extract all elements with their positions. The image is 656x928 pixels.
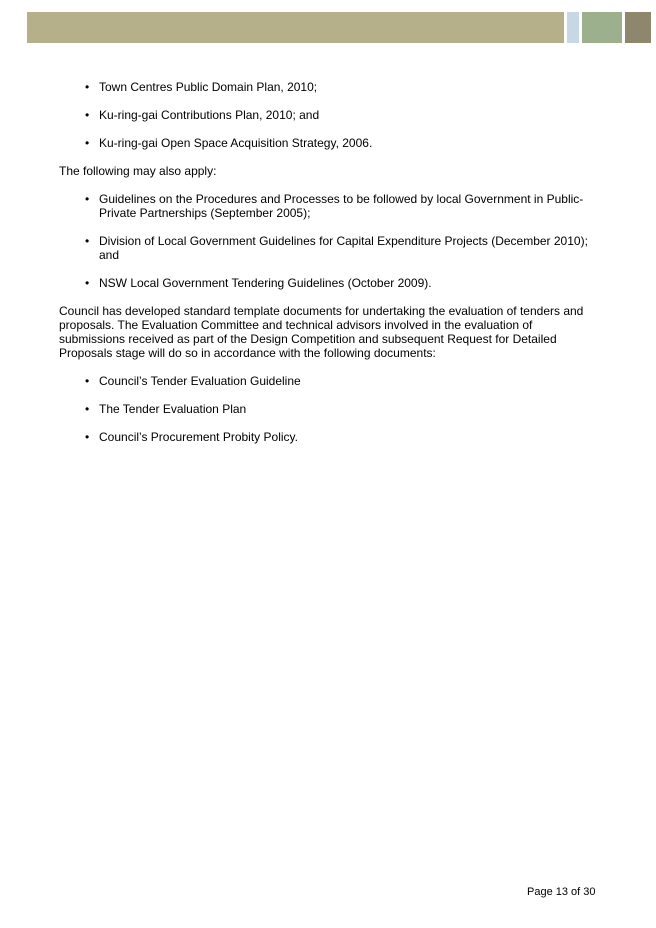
header-bar-accent-green xyxy=(582,12,622,43)
list-item-text: Ku-ring-gai Contributions Plan, 2010; and xyxy=(99,108,320,122)
header-bar-accent-light xyxy=(567,12,579,43)
header-bar-accent-dark xyxy=(625,12,651,43)
list-item xyxy=(59,374,599,388)
bullet-icon: • xyxy=(85,430,90,444)
document-body xyxy=(59,80,599,458)
page-number: Page 13 of 30 xyxy=(527,886,596,898)
list-item-text: Town Centres Public Domain Plan, 2010; xyxy=(99,80,318,94)
list-item-text: Ku-ring-gai Open Space Acquisition Strategy, 2006. xyxy=(99,136,373,150)
list-item xyxy=(59,276,599,290)
bullet-list-plans xyxy=(59,80,599,150)
bullet-list-documents xyxy=(59,374,599,444)
list-item-text: Council’s Procurement Probity Policy. xyxy=(99,430,298,444)
bullet-icon: • xyxy=(85,374,90,388)
list-item xyxy=(59,192,599,220)
list-item-text: Council’s Tender Evaluation Guideline xyxy=(99,374,301,388)
bullet-icon: • xyxy=(85,234,90,248)
bullet-list-guidelines xyxy=(59,192,599,290)
list-item xyxy=(59,136,599,150)
bullet-icon: • xyxy=(85,402,90,416)
bullet-icon: • xyxy=(85,80,90,94)
header-bar-main xyxy=(27,12,564,43)
list-item xyxy=(59,108,599,122)
paragraph-evaluation: Council has developed standard template documents for undertaking the evaluation of tenders and proposals. The Evaluation Committee and technical advisors involved in the evaluation of submissions received as part of the Design Competition and subsequent Request for Detailed Proposals stage will do so in accordance with the following documents: xyxy=(59,304,584,360)
list-item xyxy=(59,430,599,444)
list-item xyxy=(59,234,599,262)
header-bar xyxy=(27,12,650,43)
paragraph-may-also-apply: The following may also apply: xyxy=(59,164,217,178)
list-item xyxy=(59,80,599,94)
bullet-icon: • xyxy=(85,108,90,122)
list-item xyxy=(59,402,599,416)
list-item-text: The Tender Evaluation Plan xyxy=(99,402,247,416)
list-item-text: NSW Local Government Tendering Guidelines (October 2009). xyxy=(99,276,432,290)
bullet-icon: • xyxy=(85,276,90,290)
bullet-icon: • xyxy=(85,192,90,206)
bullet-icon: • xyxy=(85,136,90,150)
list-item-text: Guidelines on the Procedures and Processes to be followed by local Government in Public-Private Partnerships (September 2005); xyxy=(99,192,584,220)
list-item-text: Division of Local Government Guidelines for Capital Expenditure Projects (December 2010); and xyxy=(99,234,588,262)
